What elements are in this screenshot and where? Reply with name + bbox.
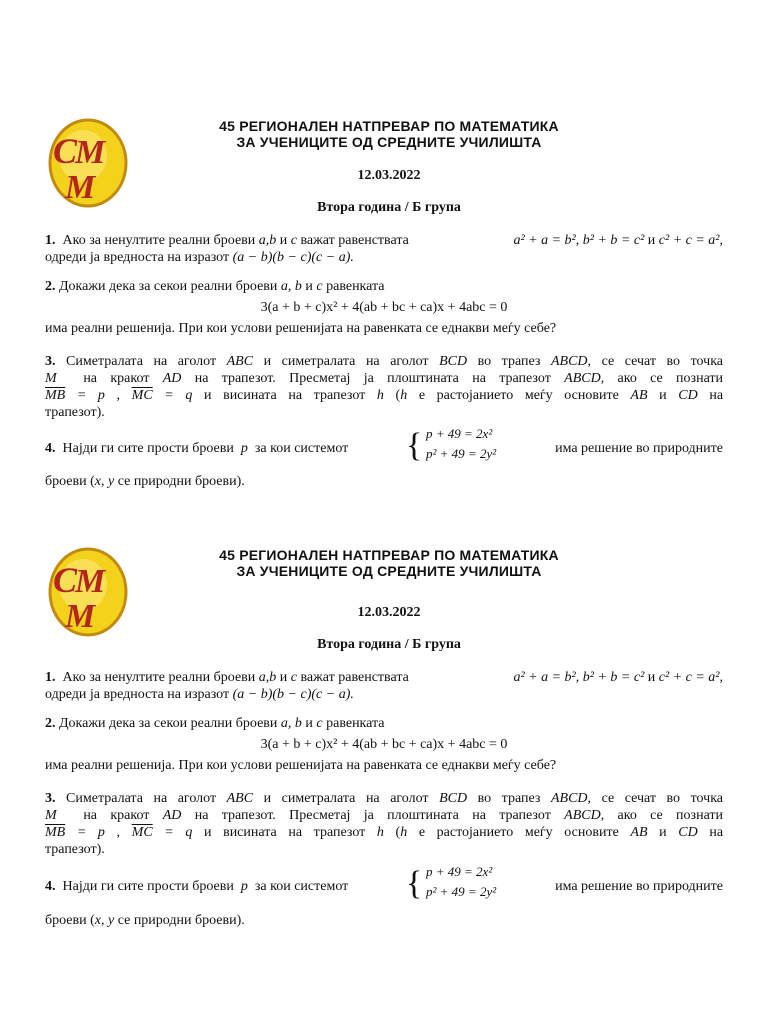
problem-3-text: на кракот (83, 371, 150, 386)
problem-1-text-mid: важат равенствата (300, 233, 409, 248)
problem-3-text: , ако се познати (600, 808, 724, 823)
svg-text:М: М (65, 598, 96, 635)
svg-text:М: М (75, 563, 106, 600)
conjunction: и (647, 670, 656, 685)
conjunction: и (305, 716, 313, 731)
math-eq-p: = p , (65, 825, 121, 840)
problem-3-text: во трапез (477, 354, 541, 369)
problem-3-text: , се сечат во точка (587, 354, 724, 369)
math-xy: x, y (94, 913, 115, 928)
problem-sheet-copy-1 (0, 106, 768, 606)
problem-3-text: и висината на трапезот (203, 388, 366, 403)
math-m: M (45, 808, 57, 823)
problem-1-number: 1. (45, 670, 56, 685)
math-abcd: ABCD (550, 791, 588, 806)
group-label: Втора година / Б група (317, 200, 461, 215)
problem-3-text: , ако се познати (600, 371, 724, 386)
equation-2: b² + b = c² (582, 233, 645, 248)
equation-1: a² + a = b², (513, 233, 580, 248)
math-xy: x, y (94, 474, 115, 489)
math-ab: a,b (258, 233, 277, 248)
paren: ( (395, 388, 401, 403)
math-bcd: BCD (439, 354, 468, 369)
problem-2-number: 2. (45, 279, 56, 294)
competition-date: 12.03.2022 (357, 168, 421, 183)
problem-3-text: на (709, 388, 724, 403)
problem-3-text: , се сечат во точка (587, 791, 724, 806)
math-abcd: ABCD (550, 354, 588, 369)
competition-date: 12.03.2022 (357, 605, 421, 620)
system-eq-1: p + 49 = 2x² (426, 426, 493, 441)
problem-3-text: на (709, 825, 724, 840)
title-line-2: ЗА УЧЕНИЦИТЕ ОД СРЕДНИТЕ УЧИЛИШТА (236, 563, 542, 579)
svg-text:С: С (53, 131, 78, 171)
equation-3: c² + c = a², (658, 233, 723, 248)
title-line-1: 45 РЕГИОНАЛЕН НАТПРЕВАР ПО МАТЕМАТИКА (219, 118, 559, 134)
problem-3-text: трапезот). (45, 405, 105, 420)
math-abcd: ABCD (564, 371, 601, 386)
conjunction: и (659, 825, 667, 840)
math-abc: ABC (226, 791, 254, 806)
problem-3-text: е растојанието меѓу основите (418, 825, 619, 840)
problem-4-text: се природни броеви). (117, 474, 245, 489)
problem-4-text: за кои системот (254, 441, 349, 456)
problem-1 (45, 232, 723, 266)
math-ab: a, b (280, 716, 302, 731)
problem-3-text: Симетралата на аголот (66, 791, 217, 806)
problem-3-text: на трапезот. Пресметај ја плоштината на трапезот (194, 371, 551, 386)
problem-3-text: на трапезот. Пресметај ја плоштината на трапезот (194, 808, 551, 823)
problem-4-line-2 (45, 912, 723, 929)
problem-1-number: 1. (45, 233, 56, 248)
group-label: Втора година / Б група (317, 637, 461, 652)
problem-2-text: Докажи дека за секои реални броеви (59, 716, 278, 731)
math-eq-q: = q (152, 388, 193, 403)
problem-2-text: Докажи дека за секои реални броеви (59, 279, 278, 294)
svg-text:М: М (75, 134, 106, 171)
conjunction: и (279, 233, 288, 248)
problem-2-equation: 3(a + b + c)x² + 4(ab + bc + ca)x + 4abc = 0 (260, 300, 508, 315)
conjunction: и (279, 670, 288, 685)
math-ad: AD (162, 371, 182, 386)
problem-3 (45, 790, 723, 858)
problem-2-text-end: равенката (326, 279, 385, 294)
math-m: M (45, 371, 57, 386)
problem-4-number: 4. (45, 879, 56, 894)
system-eq-1: p + 49 = 2x² (426, 864, 493, 879)
problem-2-question: има реални решенија. При кои услови решенијата на равенката се еднакви меѓу себе? (45, 321, 557, 336)
problem-3 (45, 353, 723, 421)
math-h: h (400, 825, 408, 840)
problem-4-text: броеви ( (45, 913, 95, 928)
math-eq-q: = q (152, 825, 193, 840)
problem-1-text-2: одреди ја вредноста на изразот (45, 687, 230, 702)
math-p: p (240, 879, 248, 894)
problem-3-text: на кракот (83, 808, 150, 823)
problem-1-text: Ако за ненултите реални броеви (62, 670, 256, 685)
conjunction: и (647, 233, 656, 248)
equation-system: { p + 49 = 2x² p² + 49 = 2y² (406, 426, 497, 464)
math-ab: a,b (258, 670, 277, 685)
problem-sheet-copy-2 (0, 535, 768, 1035)
problem-3-text: и симетралата на аголот (263, 354, 429, 369)
equation-2: b² + b = c² (582, 670, 645, 685)
equation-system: { p + 49 = 2x² p² + 49 = 2y² (406, 864, 497, 902)
math-abc: ABC (226, 354, 254, 369)
problem-4-text: Најди ги сите прости броеви (62, 441, 234, 456)
math-abcd: ABCD (564, 808, 601, 823)
equation-1: a² + a = b², (513, 670, 580, 685)
conjunction: и (305, 279, 313, 294)
segment-mb: $\overline{MB}$ (45, 825, 66, 840)
system-eq-2: p² + 49 = 2y² (426, 884, 497, 899)
problem-3-number: 3. (45, 791, 56, 806)
equation-3: c² + c = a², (658, 670, 723, 685)
problem-4-tail: има решение во природните (555, 879, 723, 894)
math-eq-p: = p , (65, 388, 121, 403)
problem-1-text: Ако за ненултите реални броеви (62, 233, 256, 248)
problem-4-tail: има решение во природните (555, 441, 723, 456)
paren: ( (395, 825, 401, 840)
problem-4-text: се природни броеви). (117, 913, 245, 928)
problem-2-question: има реални решенија. При кои услови решенијата на равенката се еднакви меѓу себе? (45, 758, 557, 773)
svg-text:М: М (65, 169, 96, 206)
title-line-2: ЗА УЧЕНИЦИТЕ ОД СРЕДНИТЕ УЧИЛИШТА (236, 134, 542, 150)
math-c: c (316, 279, 323, 294)
math-h: h (376, 825, 384, 840)
problem-3-text: е растојанието меѓу основите (418, 388, 619, 403)
svg-text:С: С (53, 560, 78, 600)
problem-3-text: и симетралата на аголот (263, 791, 429, 806)
math-bcd: BCD (439, 791, 468, 806)
problem-2-equation: 3(a + b + c)x² + 4(ab + bc + ca)x + 4abc = 0 (260, 737, 508, 752)
math-h: h (400, 388, 408, 403)
segment-mb: $\overline{MB}$ (45, 388, 66, 403)
segment-mc: $\overline{MC}$ (131, 825, 153, 840)
problem-1-text-2: одреди ја вредноста на изразот (45, 250, 230, 265)
title-line-1: 45 РЕГИОНАЛЕН НАТПРЕВАР ПО МАТЕМАТИКА (219, 547, 559, 563)
problem-2-text-end: равенката (326, 716, 385, 731)
math-cd-base: CD (678, 825, 698, 840)
conjunction: и (659, 388, 667, 403)
math-cd-base: CD (678, 388, 698, 403)
math-p: p (240, 441, 248, 456)
problem-4-text: Најди ги сите прости броеви (62, 879, 234, 894)
math-h: h (376, 388, 384, 403)
system-eq-2: p² + 49 = 2y² (426, 446, 497, 461)
math-ad: AD (162, 808, 182, 823)
problem-3-text: Симетралата на аголот (66, 354, 217, 369)
math-c: c (316, 716, 323, 731)
expression: (a − b)(b − c)(c − a). (232, 687, 354, 702)
math-ab-base: AB (630, 825, 648, 840)
problem-1 (45, 669, 723, 703)
problem-4-line-2 (45, 473, 723, 490)
problem-3-text: трапезот). (45, 842, 105, 857)
problem-3-text: во трапез (477, 791, 541, 806)
problem-1-text-mid: важат равенствата (300, 670, 409, 685)
problem-2 (45, 278, 723, 295)
math-ab-base: AB (630, 388, 648, 403)
math-c: c (290, 233, 297, 248)
problem-3-text: и висината на трапезот (203, 825, 366, 840)
problem-4-text: за кои системот (254, 879, 349, 894)
expression: (a − b)(b − c)(c − a). (232, 250, 354, 265)
math-c: c (290, 670, 297, 685)
problem-2 (45, 715, 723, 732)
problem-4-number: 4. (45, 441, 56, 456)
problem-4-text: броеви ( (45, 474, 95, 489)
problem-3-number: 3. (45, 354, 56, 369)
problem-2-number: 2. (45, 716, 56, 731)
math-ab: a, b (280, 279, 302, 294)
segment-mc: $\overline{MC}$ (131, 388, 153, 403)
